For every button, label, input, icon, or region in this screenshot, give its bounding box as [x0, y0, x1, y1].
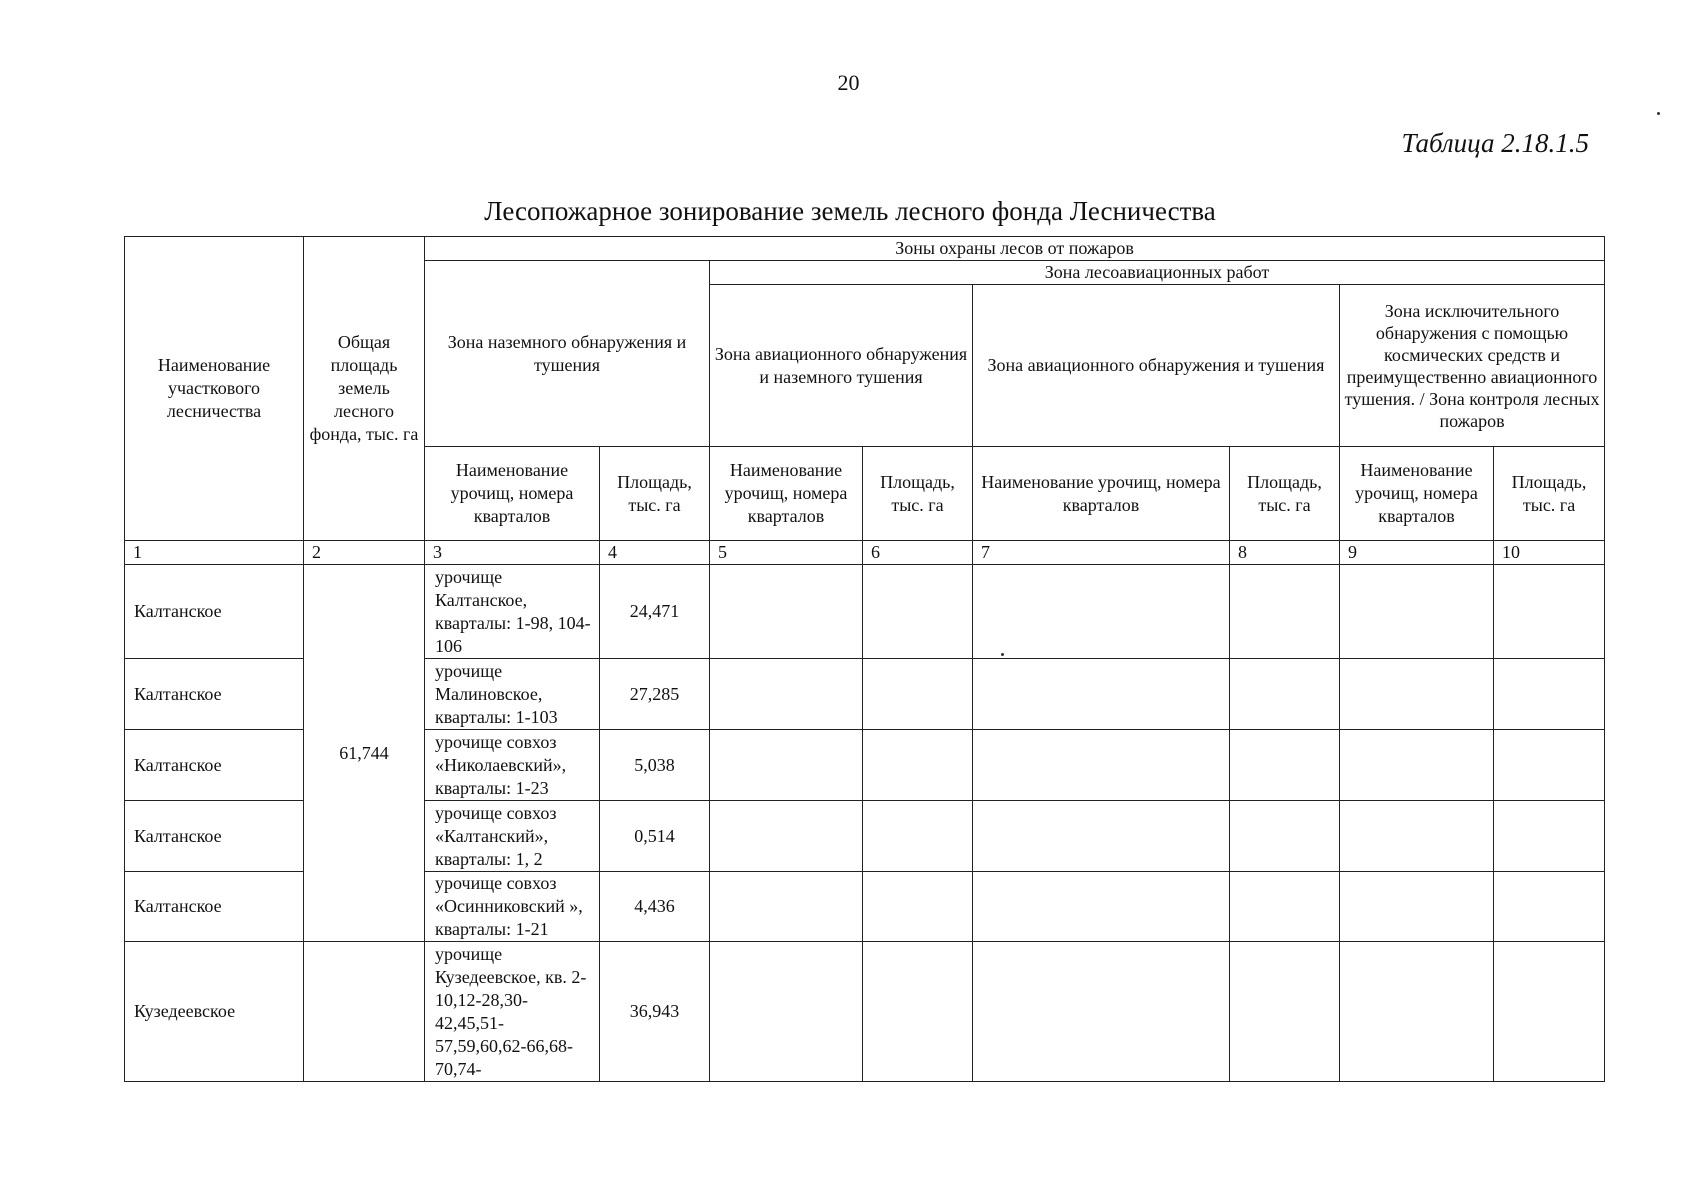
- area-cell: 5,038: [600, 730, 710, 801]
- empty-cell: [710, 801, 863, 872]
- empty-cell: [863, 659, 973, 730]
- empty-cell: [1230, 565, 1340, 659]
- empty-cell: [973, 659, 1230, 730]
- column-number: 6: [863, 541, 973, 565]
- empty-cell: [1340, 942, 1494, 1082]
- column-number-row: [125, 541, 1605, 565]
- district-name-header: Наименование участкового лесничества: [125, 237, 304, 541]
- column-number: 10: [1494, 541, 1605, 565]
- empty-cell: [710, 872, 863, 942]
- empty-cell: [710, 942, 863, 1082]
- empty-cell: [1494, 565, 1605, 659]
- empty-cell: [863, 942, 973, 1082]
- empty-cell: [1340, 801, 1494, 872]
- fire-zoning-table: [124, 236, 1605, 1082]
- district-name-cell: Калтанское: [125, 872, 304, 942]
- table-row: [125, 565, 1605, 659]
- area-cell: 4,436: [600, 872, 710, 942]
- empty-cell: [973, 565, 1230, 659]
- col7-locality-header: Наименование урочищ, номера кварталов: [973, 447, 1230, 541]
- empty-cell: [1340, 872, 1494, 942]
- district-name-cell: Калтанское: [125, 659, 304, 730]
- table-row: [125, 942, 1605, 1082]
- empty-cell: [863, 730, 973, 801]
- total-area-header: Общая площадь земель лесного фонда, тыс. га: [304, 237, 425, 541]
- document-title: Лесопожарное зонирование земель лесного фонда Лесничества: [484, 196, 1216, 226]
- column-number: 9: [1340, 541, 1494, 565]
- empty-cell: [1340, 565, 1494, 659]
- col6-area-header: Площадь, тыс. га: [863, 447, 973, 541]
- header-row-1: [125, 237, 1605, 261]
- district-name-cell: Калтанское: [125, 565, 304, 659]
- fire-protection-zones-header: Зоны охраны лесов от пожаров: [425, 237, 1605, 261]
- ground-zone-header: Зона наземного обнаружения и тушения: [425, 261, 710, 447]
- empty-cell: [710, 565, 863, 659]
- empty-cell: [863, 872, 973, 942]
- aviation-ground-zone-header: Зона авиационного обнаружения и наземного тушения: [710, 285, 973, 447]
- empty-cell: [973, 730, 1230, 801]
- empty-cell: [1230, 872, 1340, 942]
- empty-cell: [1494, 872, 1605, 942]
- empty-cell: [1230, 801, 1340, 872]
- col8-area-header: Площадь, тыс. га: [1230, 447, 1340, 541]
- table-label: Таблица 2.18.1.5: [1401, 128, 1589, 158]
- area-cell: 0,514: [600, 801, 710, 872]
- scan-speck: [1001, 653, 1004, 656]
- empty-cell: [1494, 659, 1605, 730]
- column-number: 3: [425, 541, 600, 565]
- district-name-cell: Калтанское: [125, 801, 304, 872]
- empty-cell: [973, 942, 1230, 1082]
- column-number: 2: [304, 541, 425, 565]
- area-cell: 36,943: [600, 942, 710, 1082]
- col3-locality-header: Наименование урочищ, номера кварталов: [425, 447, 600, 541]
- aviation-work-zone-header: Зона лесоавиационных работ: [710, 261, 1605, 285]
- empty-cell: [1230, 942, 1340, 1082]
- column-number: 1: [125, 541, 304, 565]
- empty-cell: [710, 730, 863, 801]
- district-name-cell: Калтанское: [125, 730, 304, 801]
- empty-cell: [1494, 801, 1605, 872]
- locality-cell: урочище совхоз «Николаевский», кварталы: 1-23: [425, 730, 600, 801]
- empty-cell: [863, 565, 973, 659]
- area-cell: 27,285: [600, 659, 710, 730]
- empty-cell: [1230, 659, 1340, 730]
- empty-cell: [1340, 730, 1494, 801]
- locality-cell: урочище совхоз «Калтанский», кварталы: 1, 2: [425, 801, 600, 872]
- column-number: 5: [710, 541, 863, 565]
- empty-cell: [1230, 730, 1340, 801]
- page-number: 20: [837, 70, 860, 95]
- total-area-cell: 61,744: [304, 565, 425, 942]
- aviation-zone-header: Зона авиационного обнаружения и тушения: [973, 285, 1340, 447]
- col10-area-header: Площадь, тыс. га: [1494, 447, 1605, 541]
- empty-cell: [973, 872, 1230, 942]
- col5-locality-header: Наименование урочищ, номера кварталов: [710, 447, 863, 541]
- column-number: 7: [973, 541, 1230, 565]
- locality-cell: урочище Калтанское, кварталы: 1-98, 104-106: [425, 565, 600, 659]
- district-name-cell: Кузедеевское: [125, 942, 304, 1082]
- locality-cell: урочище Малиновское, кварталы: 1-103: [425, 659, 600, 730]
- column-number: 8: [1230, 541, 1340, 565]
- empty-cell: [973, 801, 1230, 872]
- locality-cell: урочище Кузедеевское, кв. 2-10,12-28,30-42,45,51-57,59,60,62-66,68-70,74-: [425, 942, 600, 1082]
- empty-cell: [863, 801, 973, 872]
- empty-cell: [1494, 942, 1605, 1082]
- area-cell: 24,471: [600, 565, 710, 659]
- col9-locality-header: Наименование урочищ, номера кварталов: [1340, 447, 1494, 541]
- empty-cell: [710, 659, 863, 730]
- col4-area-header: Площадь, тыс. га: [600, 447, 710, 541]
- scan-speck: [1657, 112, 1660, 115]
- empty-cell: [304, 942, 425, 1082]
- space-zone-header: Зона исключительного обнаружения с помощью космических средств и преимущественно авиационного тушения. / Зона контроля лесных пожаров: [1340, 285, 1605, 447]
- empty-cell: [1494, 730, 1605, 801]
- empty-cell: [1340, 659, 1494, 730]
- column-number: 4: [600, 541, 710, 565]
- locality-cell: урочище совхоз «Осинниковский », кварталы: 1-21: [425, 872, 600, 942]
